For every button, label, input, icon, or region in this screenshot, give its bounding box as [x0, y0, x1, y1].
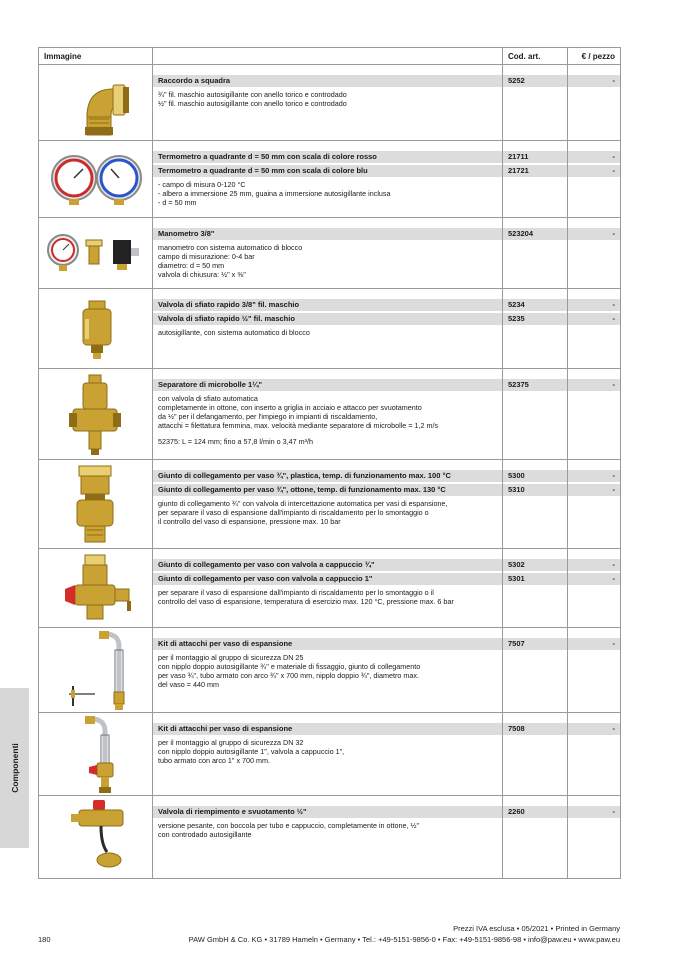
elbow-fitting-icon	[39, 65, 152, 139]
description-line: con nipplo doppio autosigillante 1", valvola a cappuccio 1",	[158, 747, 345, 756]
product-price: -	[568, 312, 620, 325]
product-code: 7507	[503, 638, 567, 650]
description-line: per separare il vaso di espansione dall'impianto di riscaldamento per lo smontaggio o il	[158, 588, 434, 597]
product-code: 5301	[503, 572, 567, 585]
footer-note: Prezzi IVA esclusa • 05/2021 • Printed in Germany	[453, 924, 620, 933]
cell-spacer	[153, 628, 502, 638]
product-price: -	[568, 228, 620, 240]
footer-company: PAW GmbH & Co. KG • 31789 Hameln • Germany • Tel.: +49-5151-9856-0 • Fax: +49-5151-9856-98 • info@paw.eu • www.paw.eu	[188, 935, 620, 944]
product-title: Termometro a quadrante d = 50 mm con scala di colore blu	[153, 164, 502, 177]
product-code: 5235	[503, 312, 567, 325]
product-description-cell	[153, 218, 503, 289]
air-vent-valve-icon	[39, 289, 152, 367]
description-line: - albero a immersione 25 mm, guaina a immersione autosigillante inclusa	[158, 189, 391, 198]
cell-spacer	[503, 796, 567, 806]
cell-spacer	[153, 460, 502, 470]
description-line: per il montaggio al gruppo di sicurezza DN 32	[158, 738, 304, 747]
product-description	[153, 650, 502, 689]
description-line: con controdado autosigillante	[158, 830, 252, 839]
manometer-set-icon	[39, 218, 152, 287]
product-title: Termometro a quadrante d = 50 mm con scala di colore rosso	[153, 151, 502, 163]
product-code-cell	[503, 628, 568, 713]
expansion-kit-dn32-icon	[39, 713, 152, 794]
product-code: 5302	[503, 559, 567, 571]
product-price-cell	[568, 628, 621, 713]
cell-spacer	[568, 141, 620, 151]
product-table	[38, 47, 621, 879]
cell-spacer	[153, 549, 502, 559]
product-code-cell	[503, 289, 568, 369]
description-line: versione pesante, con boccola per tubo e cappuccio, completamente in ottone, ½"	[158, 821, 420, 830]
cell-spacer	[503, 289, 567, 299]
product-price-cell	[568, 460, 621, 549]
product-description	[153, 240, 502, 279]
product-row	[39, 713, 621, 796]
description-line: ¾" fil. maschio autosigillante con anello torico e controdado	[158, 90, 347, 99]
thermometer-dials-icon	[39, 141, 152, 216]
product-price: -	[568, 483, 620, 496]
product-image-cell	[39, 289, 153, 369]
cell-spacer	[503, 549, 567, 559]
product-description-cell	[153, 796, 503, 879]
product-code: 21711	[503, 151, 567, 163]
product-row	[39, 460, 621, 549]
description-line: campo di misurazione: 0-4 bar	[158, 252, 255, 261]
table-header-row	[39, 48, 621, 65]
description-line: 52375: L = 124 mm; fino a 57,8 l/min o 3,47 m³/h	[158, 437, 313, 446]
product-price: -	[568, 164, 620, 177]
description-line: da ½" per il defangamento, per l'impiego in impianti di riscaldamento,	[158, 412, 378, 421]
product-description-cell	[153, 289, 503, 369]
cell-spacer	[503, 713, 567, 723]
product-price-cell	[568, 369, 621, 460]
cell-spacer	[568, 796, 620, 806]
product-row	[39, 796, 621, 879]
description-line: completamente in ottone, con inserto a griglia in acciaio e attacco per svuotamento	[158, 403, 422, 412]
cell-spacer	[568, 369, 620, 379]
page-number: 180	[38, 935, 51, 944]
description-line: per vaso ¾", tubo armato con arco ¾" x 700 mm, nipplo doppio ¾", diametro max.	[158, 671, 419, 680]
description-line: del vaso = 440 mm	[158, 680, 219, 689]
product-price-cell	[568, 796, 621, 879]
product-image-cell	[39, 549, 153, 628]
cell-spacer	[568, 65, 620, 75]
product-code: 523204	[503, 228, 567, 240]
product-code: 5252	[503, 75, 567, 87]
product-price: -	[568, 470, 620, 482]
cell-spacer	[153, 369, 502, 379]
product-row	[39, 218, 621, 289]
description-line: con nipplo doppio autosigillante ¾" e materiale di fissaggio, giunto di collegamento	[158, 662, 421, 671]
product-code: 7508	[503, 723, 567, 735]
product-image-cell	[39, 796, 153, 879]
description-line: il controllo del vaso di espansione, pressione max. 10 bar	[158, 517, 341, 526]
product-price: -	[568, 572, 620, 585]
vessel-connector-icon	[39, 460, 152, 547]
description-line: ½" fil. maschio autosigillante con anello torico e controdado	[158, 99, 347, 108]
product-description	[153, 87, 502, 108]
product-row	[39, 628, 621, 713]
product-code-cell	[503, 796, 568, 879]
product-price: -	[568, 638, 620, 650]
cell-spacer	[153, 65, 502, 75]
product-price-cell	[568, 289, 621, 369]
product-image-cell	[39, 65, 153, 141]
product-description	[153, 325, 502, 337]
product-title: Giunto di collegamento per vaso ¾", ottone, temp. di funzionamento max. 130 °C	[153, 483, 502, 496]
product-code-cell	[503, 141, 568, 218]
product-price: -	[568, 75, 620, 87]
product-code: 2260	[503, 806, 567, 818]
product-title: Valvola di riempimento e svuotamento ½"	[153, 806, 502, 818]
product-price: -	[568, 151, 620, 163]
product-title: Kit di attacchi per vaso di espansione	[153, 723, 502, 735]
product-image-cell	[39, 713, 153, 796]
product-row	[39, 141, 621, 218]
product-code: 5300	[503, 470, 567, 482]
cell-spacer	[503, 65, 567, 75]
product-price: -	[568, 806, 620, 818]
cell-spacer	[153, 218, 502, 228]
product-title: Giunto di collegamento per vaso con valvola a cappuccio ¾"	[153, 559, 502, 571]
product-price: -	[568, 299, 620, 311]
product-description	[153, 585, 502, 606]
product-row	[39, 65, 621, 141]
microbubble-separator-icon	[39, 369, 152, 458]
product-code: 21721	[503, 164, 567, 177]
product-description	[153, 177, 502, 207]
cell-spacer	[503, 369, 567, 379]
section-side-tab-label: Componenti	[9, 743, 20, 793]
product-title: Manometro 3/8"	[153, 228, 502, 240]
product-code: 5234	[503, 299, 567, 311]
product-code-cell	[503, 218, 568, 289]
product-price-cell	[568, 549, 621, 628]
expansion-kit-dn25-icon	[39, 628, 152, 711]
description-line: - campo di misura 0-120 °C	[158, 180, 246, 189]
product-image-cell	[39, 628, 153, 713]
product-image-cell	[39, 460, 153, 549]
product-title: Raccordo a squadra	[153, 75, 502, 87]
header-blank	[153, 48, 503, 65]
header-code: Cod. art.	[503, 48, 568, 65]
header-image: Immagine	[39, 48, 153, 65]
product-code: 5310	[503, 483, 567, 496]
description-line: diametro: d = 50 mm	[158, 261, 225, 270]
cell-spacer	[568, 713, 620, 723]
cell-spacer	[503, 141, 567, 151]
product-description-cell	[153, 549, 503, 628]
product-price-cell	[568, 65, 621, 141]
product-description-cell	[153, 713, 503, 796]
product-description-cell	[153, 65, 503, 141]
product-description	[153, 496, 502, 526]
section-side-tab	[0, 688, 29, 848]
description-line: per separare il vaso di espansione dall'impianto di riscaldamento per lo smontaggio o	[158, 508, 429, 517]
cell-spacer	[568, 628, 620, 638]
product-description-cell	[153, 141, 503, 218]
description-line: controllo del vaso di espansione, temperatura di esercizio max. 120 °C, pressione max. 6 bar	[158, 597, 454, 606]
cell-spacer	[153, 796, 502, 806]
product-image-cell	[39, 369, 153, 460]
cell-spacer	[503, 628, 567, 638]
product-title: Valvola di sfiato rapido ½" fil. maschio	[153, 312, 502, 325]
product-description-cell	[153, 369, 503, 460]
product-title: Separatore di microbolle 1¼"	[153, 379, 502, 391]
product-code-cell	[503, 369, 568, 460]
header-price: € / pezzo	[568, 48, 621, 65]
cell-spacer	[568, 218, 620, 228]
product-code: 52375	[503, 379, 567, 391]
description-line: con valvola di sfiato automatica	[158, 394, 258, 403]
product-code-cell	[503, 713, 568, 796]
description-line: attacchi = filettatura femmina, max. velocità mediante separatore di microbolle = 1,2 m/s	[158, 421, 439, 430]
product-description-cell	[153, 628, 503, 713]
product-row	[39, 289, 621, 369]
product-image-cell	[39, 141, 153, 218]
product-image-cell	[39, 218, 153, 289]
product-price: -	[568, 559, 620, 571]
product-row	[39, 369, 621, 460]
cell-spacer	[568, 549, 620, 559]
product-title: Giunto di collegamento per vaso con valvola a cappuccio 1"	[153, 572, 502, 585]
description-gap	[158, 430, 497, 437]
product-price-cell	[568, 713, 621, 796]
product-code-cell	[503, 460, 568, 549]
description-line: manometro con sistema automatico di blocco	[158, 243, 303, 252]
description-line: - d = 50 mm	[158, 198, 197, 207]
product-code-cell	[503, 65, 568, 141]
cell-spacer	[503, 460, 567, 470]
product-price: -	[568, 723, 620, 735]
product-price-cell	[568, 218, 621, 289]
cell-spacer	[153, 141, 502, 151]
product-row	[39, 549, 621, 628]
product-price-cell	[568, 141, 621, 218]
product-title: Kit di attacchi per vaso di espansione	[153, 638, 502, 650]
product-title: Giunto di collegamento per vaso ¾", plastica, temp. di funzionamento max. 100 °C	[153, 470, 502, 482]
product-description	[153, 735, 502, 765]
cell-spacer	[153, 289, 502, 299]
cell-spacer	[503, 218, 567, 228]
cell-spacer	[153, 713, 502, 723]
product-description-cell	[153, 460, 503, 549]
cell-spacer	[568, 289, 620, 299]
description-line: autosigillante, con sistema automatico di blocco	[158, 328, 310, 337]
product-title: Valvola di sfiato rapido 3/8" fil. maschio	[153, 299, 502, 311]
description-line: giunto di collegamento ¾" con valvola di intercettazione automatica per vasi di espansione,	[158, 499, 448, 508]
cell-spacer	[568, 460, 620, 470]
cap-valve-connector-icon	[39, 549, 152, 626]
description-line: valvola di chiusura: ½" x ⅜"	[158, 270, 246, 279]
product-price: -	[568, 379, 620, 391]
product-code-cell	[503, 549, 568, 628]
description-line: per il montaggio al gruppo di sicurezza DN 25	[158, 653, 304, 662]
fill-drain-valve-icon	[39, 796, 152, 877]
product-description	[153, 818, 502, 839]
description-line: tubo armato con arco 1" x 700 mm.	[158, 756, 271, 765]
product-description	[153, 391, 502, 446]
